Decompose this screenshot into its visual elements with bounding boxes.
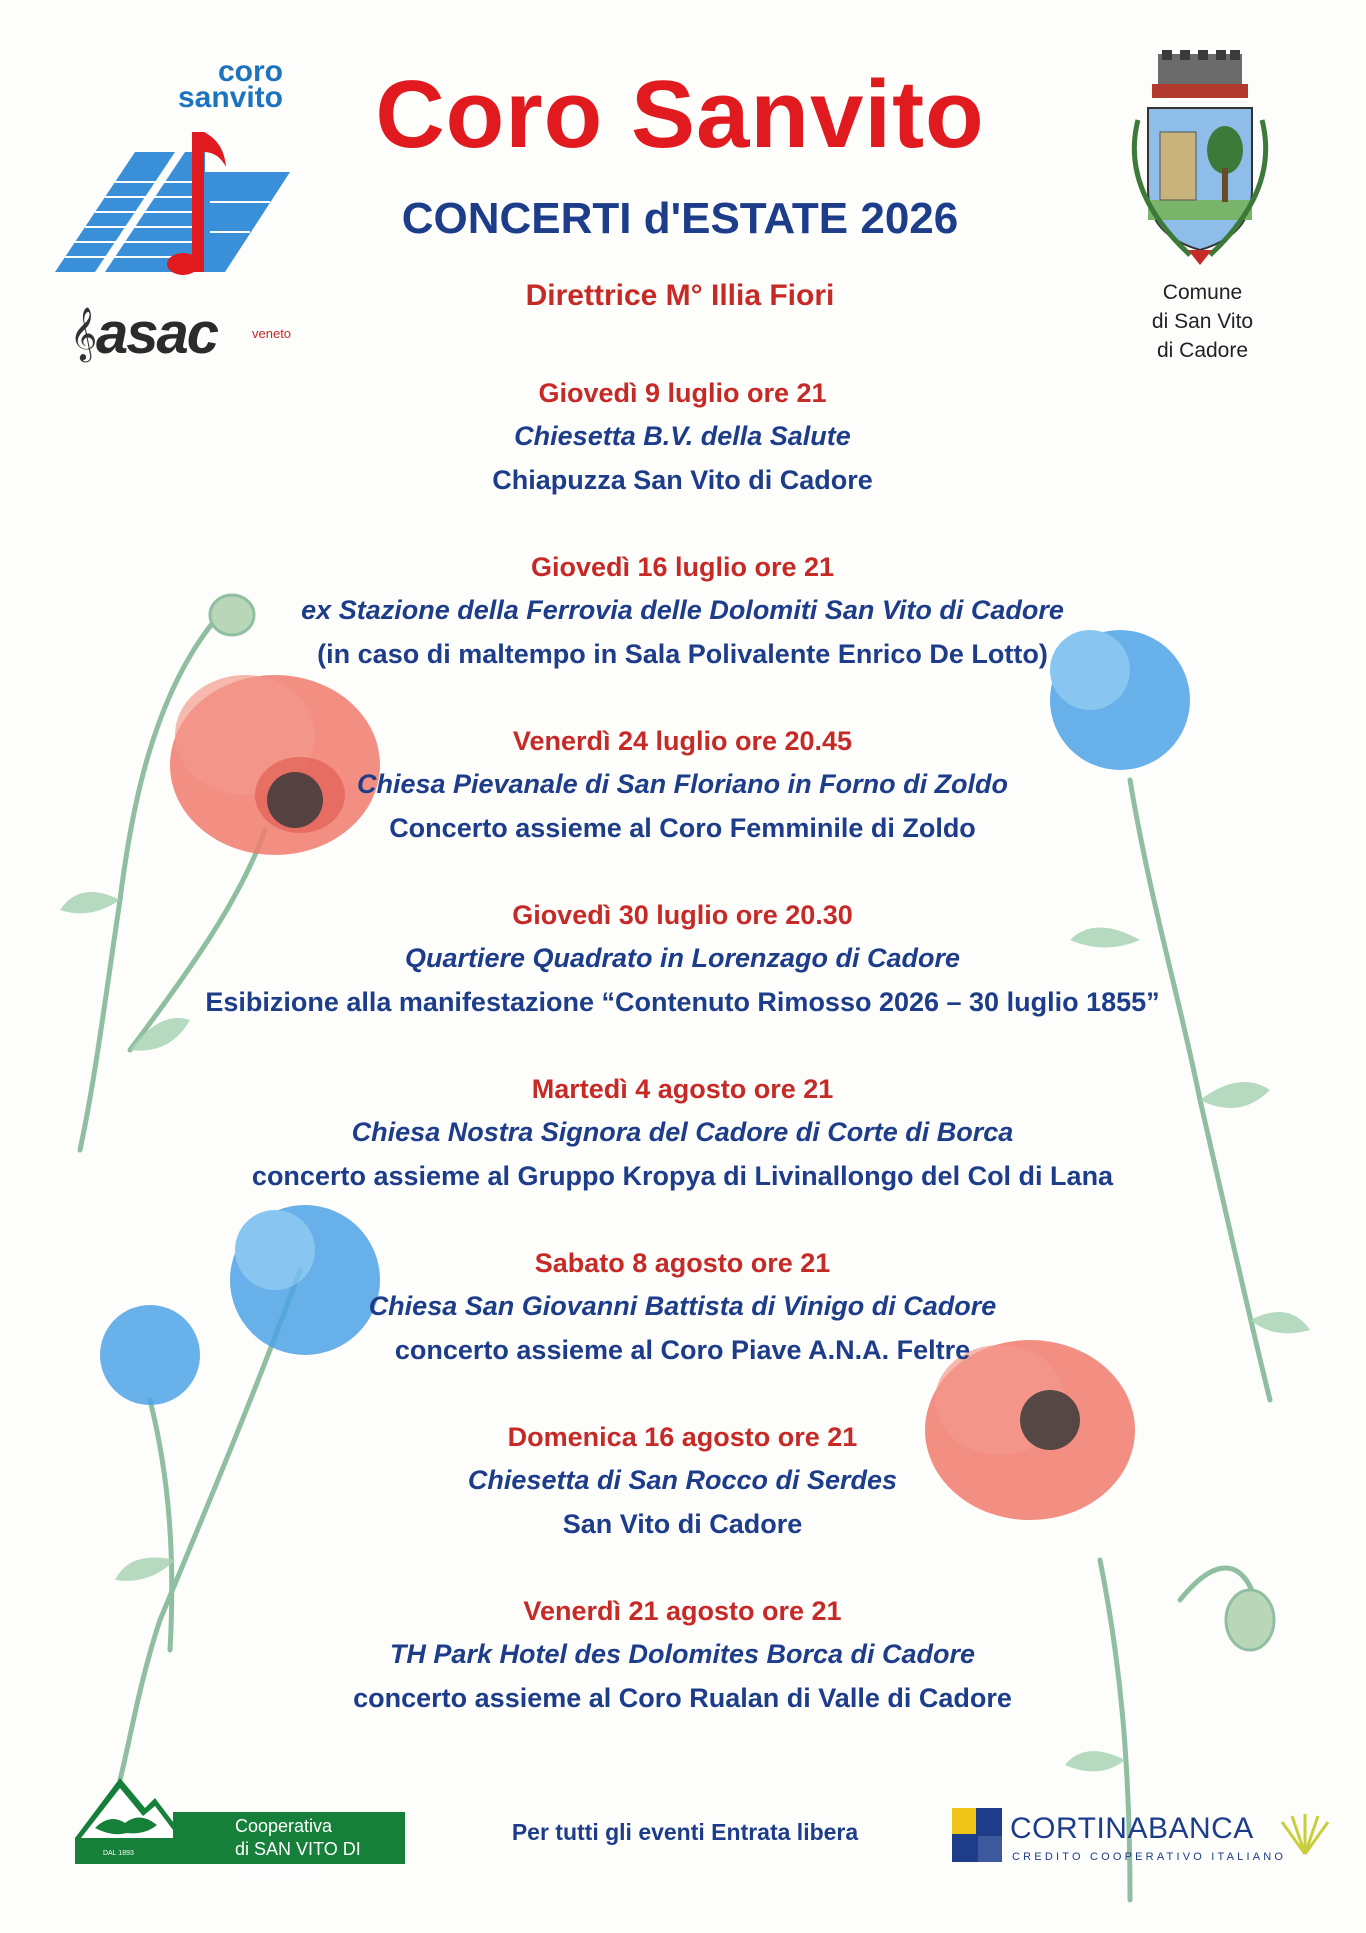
director-line: Direttrice M° Illia Fiori xyxy=(525,279,835,312)
asac-logo-sub: veneto xyxy=(252,326,292,341)
coro-logo-line2: sanvito xyxy=(177,81,283,114)
coro-n-mark-icon xyxy=(55,92,305,287)
free-entry-note: Per tutti gli eventi Entrata libera xyxy=(511,1819,859,1845)
comune-line-1: Comune xyxy=(1162,281,1243,304)
event-item xyxy=(120,546,1245,676)
event-date: Giovedì 16 luglio ore 21 xyxy=(530,552,835,582)
comune-line-2: di San Vito xyxy=(1151,310,1254,333)
event-detail: Chiapuzza San Vito di Cadore xyxy=(492,465,873,495)
event-item xyxy=(120,1242,1245,1372)
coop-name-box xyxy=(173,1812,405,1882)
cortinabanca-logo xyxy=(952,1808,1332,1868)
coop-year: DAL 1893 xyxy=(103,1850,134,1857)
event-date: Venerdì 21 agosto ore 21 xyxy=(523,1596,842,1626)
event-venue: Chiesetta di San Rocco di Serdes xyxy=(467,1465,898,1495)
wheat-fan-icon xyxy=(1280,1812,1330,1856)
event-venue: Quartiere Quadrato in Lorenzago di Cadore xyxy=(404,943,961,973)
asac-veneto-logo xyxy=(70,302,290,364)
event-item xyxy=(120,372,1245,502)
comune-label xyxy=(1120,278,1285,365)
event-detail: Esibizione alla manifestazione “Contenuto Rimosso 2026 – 30 luglio 1855” xyxy=(205,987,1160,1017)
event-date: Giovedì 9 luglio ore 21 xyxy=(538,378,827,408)
coop-line-2: di SAN VITO DI CADORE xyxy=(235,1839,361,1882)
event-venue: Chiesa Nostra Signora del Cadore di Corte di Borca xyxy=(351,1117,1014,1147)
event-item xyxy=(120,1068,1245,1198)
event-item xyxy=(120,894,1245,1024)
page-subtitle: CONCERTI d'ESTATE 2026 xyxy=(401,194,959,243)
bank-name: CORTINABANCA xyxy=(1010,1812,1254,1845)
event-list xyxy=(120,372,1245,1764)
coro-sanvito-logo xyxy=(55,52,305,287)
bank-subtitle: CREDITO COOPERATIVO ITALIANO xyxy=(1012,1851,1287,1863)
comune-crest-icon xyxy=(1110,50,1290,270)
event-date: Domenica 16 agosto ore 21 xyxy=(507,1422,858,1452)
event-venue: TH Park Hotel des Dolomites Borca di Cadore xyxy=(389,1639,976,1669)
event-venue: Chiesetta B.V. della Salute xyxy=(514,421,851,451)
asac-logo-text: asac xyxy=(96,301,218,366)
event-venue: Chiesa San Giovanni Battista di Vinigo di Cadore xyxy=(368,1291,997,1321)
event-date: Martedì 4 agosto ore 21 xyxy=(531,1074,834,1104)
cortinabanca-square-icon xyxy=(952,1808,1002,1862)
event-date: Giovedì 30 luglio ore 20.30 xyxy=(512,900,853,930)
event-detail: concerto assieme al Coro Rualan di Valle di Cadore xyxy=(353,1683,1012,1713)
event-detail: concerto assieme al Coro Piave A.N.A. Feltre xyxy=(394,1335,971,1365)
coro-logo-line1: coro xyxy=(217,55,283,88)
event-detail: Concerto assieme al Coro Femminile di Zoldo xyxy=(389,813,976,843)
comune-line-3: di Cadore xyxy=(1156,339,1249,362)
cooperativa-logo xyxy=(75,1768,405,1882)
event-venue: Chiesa Pievanale di San Floriano in Forno di Zoldo xyxy=(356,769,1009,799)
coop-line-1: Cooperativa xyxy=(235,1816,333,1836)
event-detail: (in caso di maltempo in Sala Polivalente Enrico De Lotto) xyxy=(317,639,1048,669)
treble-clef-icon: 𝄞 xyxy=(70,307,98,359)
page-title: Coro Sanvito xyxy=(375,61,985,168)
event-detail: concerto assieme al Gruppo Kropya di Livinallongo del Col di Lana xyxy=(251,1161,1114,1191)
event-date: Venerdì 24 luglio ore 20.45 xyxy=(512,726,853,756)
event-venue: ex Stazione della Ferrovia delle Dolomiti San Vito di Cadore xyxy=(301,595,1064,625)
event-item xyxy=(120,1416,1245,1546)
event-item xyxy=(120,1590,1245,1720)
event-item xyxy=(120,720,1245,850)
event-date: Sabato 8 agosto ore 21 xyxy=(534,1248,831,1278)
event-detail: San Vito di Cadore xyxy=(562,1509,803,1539)
